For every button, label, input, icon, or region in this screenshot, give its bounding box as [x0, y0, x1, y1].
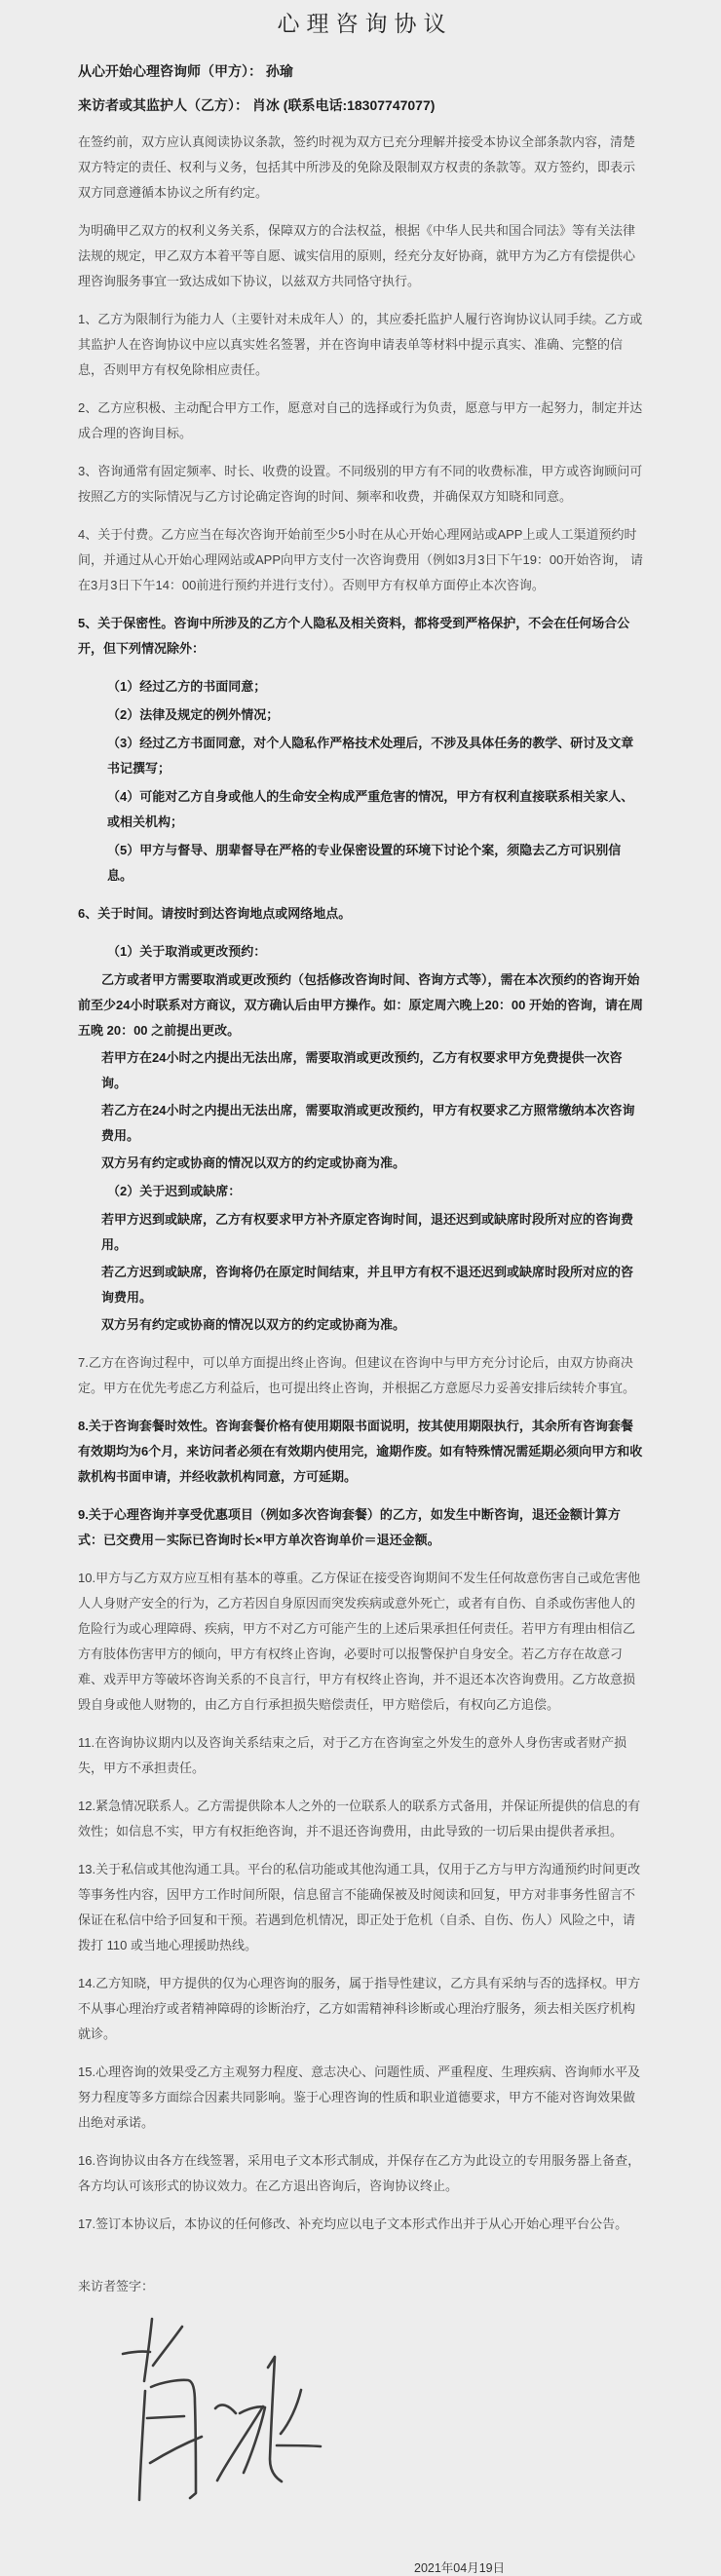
paragraph: （4）可能对乙方自身或他人的生命安全构成严重危害的情况，甲方有权利直接联系相关家人、或相关机构； [107, 789, 634, 829]
paragraph: 为明确甲乙双方的权利义务关系，保障双方的合法权益，根据《中华人民共和国合同法》等有关法律法规的规定，甲乙双方本着平等自愿、诚实信用的原则，经充分友好协商，就甲方为乙方有偿提供心理咨询服务事宜一致达成如下协议，以兹双方共同恪守执行。 [78, 223, 636, 288]
paragraph: 1、乙方为限制行为能力人（主要针对未成年人）的，其应委托监护人履行咨询协议认同手续。乙方或其监护人在咨询协议中应以真实姓名签署，并在咨询申请表单等材料中提示真实、准确、完整的信息，否则甲方有权免除相应责任。 [78, 312, 643, 377]
paragraph: 17.签订本协议后，本协议的任何修改、补充均应以电子文本形式作出并于从心开始心理平台公告。 [78, 2216, 628, 2231]
paragraph: 8.关于咨询套餐时效性。咨询套餐价格有使用期限书面说明，按其使用期限执行，其余所有咨询套餐有效期均为6个月，来访问者必须在有效期内使用完，逾期作废。如有特殊情况需延期必须向甲方和收款机构书面申请，并经收款机构同意，方可延期。 [78, 1419, 643, 1484]
paragraph: 2、乙方应积极、主动配合甲方工作，愿意对自己的选择或行为负责，愿意与甲方一起努力，制定并达成合理的咨询目标。 [78, 400, 643, 440]
paragraph: （1）关于取消或更改预约： [107, 944, 267, 959]
paragraph: 12.紧急情况联系人。乙方需提供除本人之外的一位联系人的联系方式备用，并保证所提供的信息的有效性；如信息不实，甲方有权拒绝咨询，并不退还咨询费用，由此导致的一切后果由提供者承担。 [78, 1799, 641, 1838]
paragraph: 10.甲方与乙方双方应互相有基本的尊重。乙方保证在接受咨询期间不发生任何故意伤害自己或危害他人人身财产安全的行为，乙方若因自身原因而突发疾病或意外死亡，或者有自伤、自杀或伤害他人的危险行为或心理障碍、疾病，甲方不对乙方可能产生的上述后果承担任何责任。若甲方有理由相信乙方有肢体伤害甲方的倾向，甲方有权终止咨询，必要时可以报警保护自身安全。若乙方存在故意刁难、戏弄甲方等破坏咨询关系的不良言行，甲方有权终止咨询，并不退还本次咨询费用。乙方故意损毁自身或他人财物的，由乙方自行承担损失赔偿责任，甲方赔偿后，有权向乙方追偿。 [78, 1571, 641, 1712]
paragraph: 双方另有约定或协商的情况以双方的约定或协商为准。 [101, 1155, 406, 1170]
paragraph: 13.关于私信或其他沟通工具。平台的私信功能或其他沟通工具，仅用于乙方与甲方沟通预约时间更改等事务性内容，因甲方工作时间所限，信息留言不能确保被及时阅读和回复，甲方对非事务性留言不保证在私信中给予回复和干预。若遇到危机情况，即正处于危机（自杀、自伤、伤人）风险之中，请拨打 110 或当地心理援助热线。 [78, 1862, 641, 1952]
paragraph: 4、关于付费。乙方应当在每次咨询开始前至少5小时在从心开始心理网站或APP上或人工渠道预约时间，并通过从心开始心理网站或APP向甲方支付一次咨询费用（例如3月3日下午19：00开始咨询， 请在3月3日下午14：00前进行预约并进行支付）。否则甲方有权单方面停止本次咨询。 [78, 527, 644, 592]
page-title: 心理咨询协议 [277, 11, 453, 36]
paragraph: （1）经过乙方的书面同意； [107, 679, 267, 694]
party-b-line: 来访者或其监护人（乙方）： 肖冰 (联系电话:18307747077) [78, 97, 436, 113]
signature-area [74, 2305, 645, 2514]
paragraph: 若甲方迟到或缺席，乙方有权要求甲方补齐原定咨询时间，退还迟到或缺席时段所对应的咨询费用。 [101, 1212, 634, 1252]
paragraph: 在签约前，双方应认真阅读协议条款，签约时视为双方已充分理解并接受本协议全部条款内容，清楚双方特定的责任、权利与义务，包括其中所涉及的免除及限制双方权责的条款等。双方签约，即表示双方同意遵循本协议之所有约定。 [78, 134, 636, 200]
paragraph: （3）经过乙方书面同意，对个人隐私作严格技术处理后，不涉及具体任务的教学、研讨及文章书记撰写； [107, 736, 634, 776]
paragraph: 6、关于时间。请按时到达咨询地点或网络地点。 [78, 906, 352, 921]
paragraph: 5、关于保密性。咨询中所涉及的乙方个人隐私及相关资料，都将受到严格保护，不会在任何场合公开，但下列情况除外： [78, 616, 630, 656]
paragraph: 15.心理咨询的效果受乙方主观努力程度、意志决心、问题性质、严重程度、生理疾病、咨询师水平及努力程度等多方面综合因素共同影响。鉴于心理咨询的性质和职业道德要求，甲方不能对咨询效果做出绝对承诺。 [78, 2065, 641, 2130]
signature-date: 2021年04月19日 [414, 2561, 506, 2575]
agreement-paragraphs [78, 130, 645, 2237]
paragraph: 7.乙方在咨询过程中，可以单方面提出终止咨询。但建议在咨询中与甲方充分讨论后，由双方协商决定。甲方在优先考虑乙方利益后，也可提出终止咨询，并根据乙方意愿尽力妥善安排后续转介事宜。 [78, 1355, 636, 1395]
paragraph: （5）甲方与督导、朋辈督导在严格的专业保密设置的环境下讨论个案，须隐去乙方可识别信息。 [107, 843, 622, 883]
paragraph: 若乙方在24小时之内提出无法出席，需要取消或更改预约，甲方有权要求乙方照常缴纳本次咨询费用。 [101, 1103, 635, 1143]
paragraph: 若甲方在24小时之内提出无法出席，需要取消或更改预约，乙方有权要求甲方免费提供一次咨询。 [101, 1050, 623, 1090]
paragraph: 9.关于心理咨询并享受优惠项目（例如多次咨询套餐）的乙方，如发生中断咨询，退还金额计算方式：已交费用－实际已咨询时长×甲方单次咨询单价＝退还金额。 [78, 1507, 621, 1547]
paragraph: 11.在咨询协议期内以及咨询关系结束之后，对于乙方在咨询室之外发生的意外人身伤害或者财产损失，甲方不承担责任。 [78, 1735, 627, 1775]
party-a-line: 从心开始心理咨询师（甲方）： 孙瑜 [78, 63, 293, 79]
signature-label: 来访者签字： [78, 2279, 155, 2293]
paragraph: 双方另有约定或协商的情况以双方的约定或协商为准。 [101, 1317, 406, 1332]
signature-drawing [74, 2305, 327, 2514]
paragraph: 14.乙方知晓，甲方提供的仅为心理咨询的服务，属于指导性建议，乙方具有采纳与否的选择权。甲方不从事心理治疗或者精神障碍的诊断治疗，乙方如需精神科诊断或心理治疗服务，须去相关医疗机构就诊。 [78, 1976, 641, 2041]
paragraph: 3、咨询通常有固定频率、时长、收费的设置。不同级别的甲方有不同的收费标准，甲方或咨询顾问可按照乙方的实际情况与乙方讨论确定咨询的时间、频率和收费，并确保双方知晓和同意。 [78, 464, 643, 504]
paragraph: （2）关于迟到或缺席： [107, 1184, 242, 1198]
paragraph: （2）法律及规定的例外情况； [107, 707, 280, 722]
paragraph: 若乙方迟到或缺席，咨询将仍在原定时间结束，并且甲方有权不退还迟到或缺席时段所对应的咨询费用。 [101, 1265, 634, 1305]
paragraph: 16.咨询协议由各方在线签署，采用电子文本形式制成，并保存在乙方为此设立的专用服务器上备查，各方均认可该形式的协议效力。在乙方退出咨询后，咨询协议终止。 [78, 2153, 641, 2193]
paragraph: 乙方或者甲方需要取消或更改预约（包括修改咨询时间、咨询方式等），需在本次预约的咨询开始前至少24小时联系对方商议，双方确认后由甲方操作。如：原定周六晚上20：00 开始的咨询，请在周五晚 20：00 之前提出更改。 [78, 972, 643, 1038]
